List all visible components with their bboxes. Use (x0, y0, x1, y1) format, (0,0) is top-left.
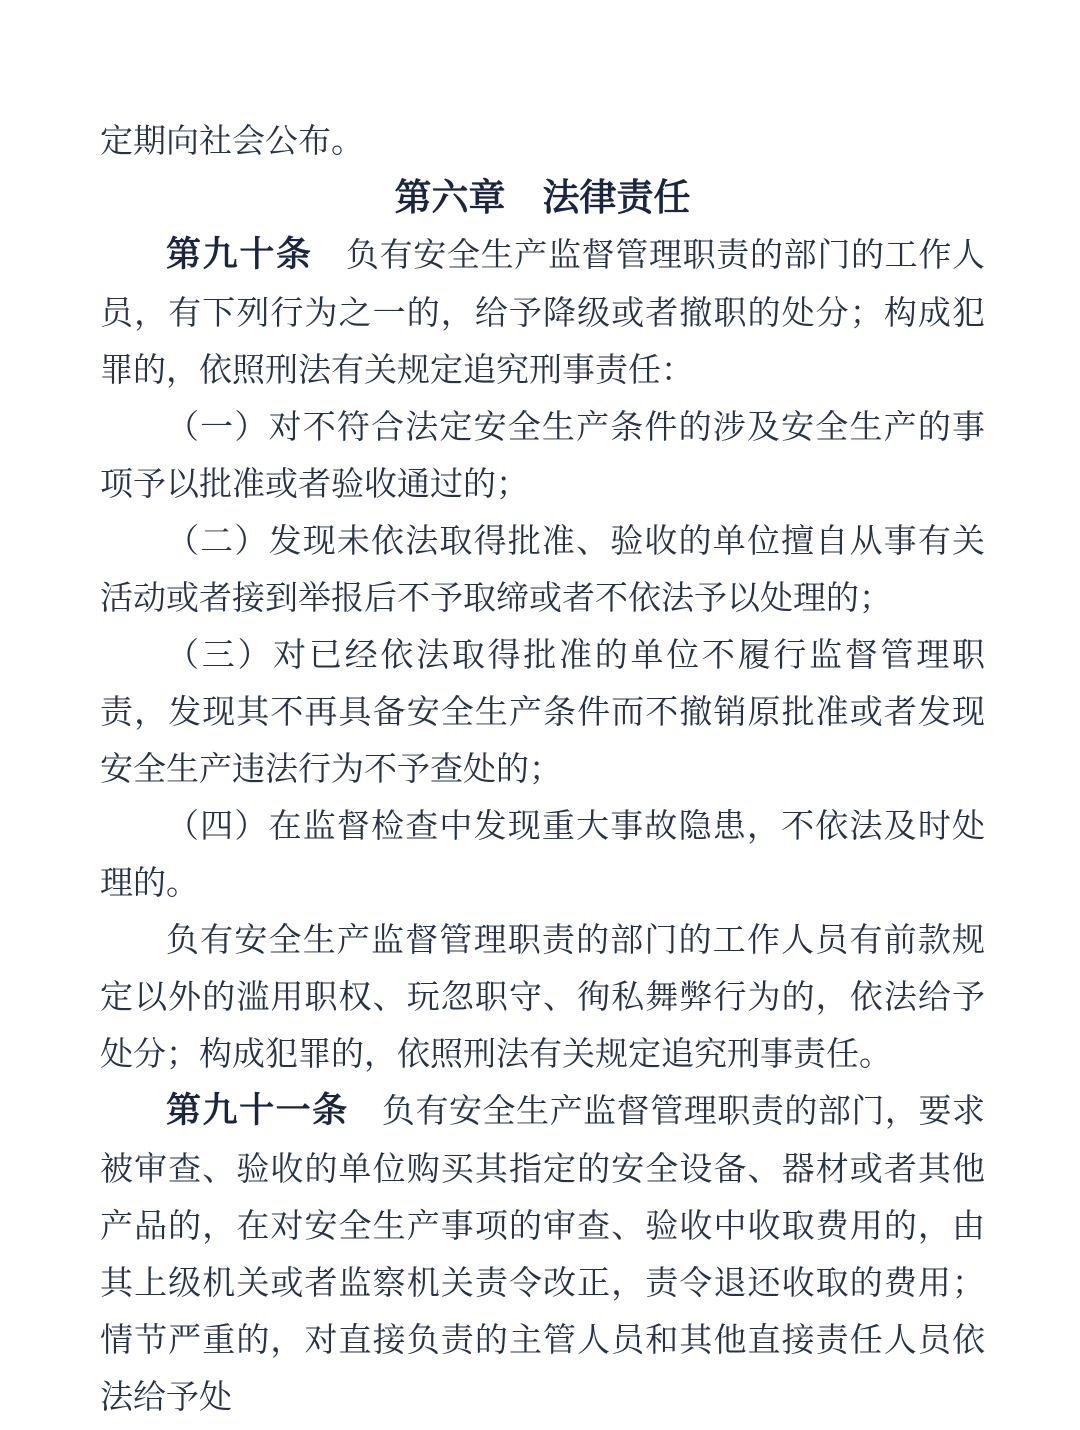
carryover-paragraph: 定期向社会公布。 (100, 121, 364, 160)
article-91-number: 第九十一条 (166, 1091, 349, 1131)
chapter-heading: 第六章 法律责任 (394, 176, 691, 219)
article-90-item-2: （二）发现未依法取得批准、验收的单位擅自从事有关活动或者接到举报后不予取缔或者不依法予以处理的； (100, 521, 985, 617)
article-90-item-1: （一）对不符合法定安全生产条件的涉及安全生产的事项予以批准或者验收通过的； (100, 407, 985, 503)
article-91-intro-text: 负有安全生产监督管理职责的部门，要求被审查、验收的单位购买其指定的安全设备、器材或者其他产品的，在对安全生产事项的审查、验收中收取费用的，由其上级机关或者监察机关责令改正，责令退还收取的费用；情节严重的，对直接负责的主管人员和其他直接责任人员依法给予处 (100, 1091, 985, 1416)
article-90-intro-text: 负有安全生产监督管理职责的部门的工作人员，有下列行为之一的，给予降级或者撤职的处分；构成犯罪的，依照刑法有关规定追究刑事责任： (100, 235, 985, 389)
article-90-closing-paragraph: 负有安全生产监督管理职责的部门的工作人员有前款规定以外的滥用职权、玩忽职守、徇私舞弊行为的，依法给予处分；构成犯罪的，依照刑法有关规定追究刑事责任。 (100, 920, 985, 1073)
article-90-opening-paragraph (100, 226, 985, 398)
article-91-opening-paragraph (100, 1082, 985, 1425)
article-90-item-3: （三）对已经依法取得批准的单位不履行监督管理职责，发现其不再具备安全生产条件而不撤销原批准或者发现安全生产违法行为不予查处的； (100, 635, 985, 788)
article-90-item-4: （四）在监督检查中发现重大事故隐患，不依法及时处理的。 (100, 806, 985, 902)
article-90-number: 第九十条 (166, 235, 313, 275)
